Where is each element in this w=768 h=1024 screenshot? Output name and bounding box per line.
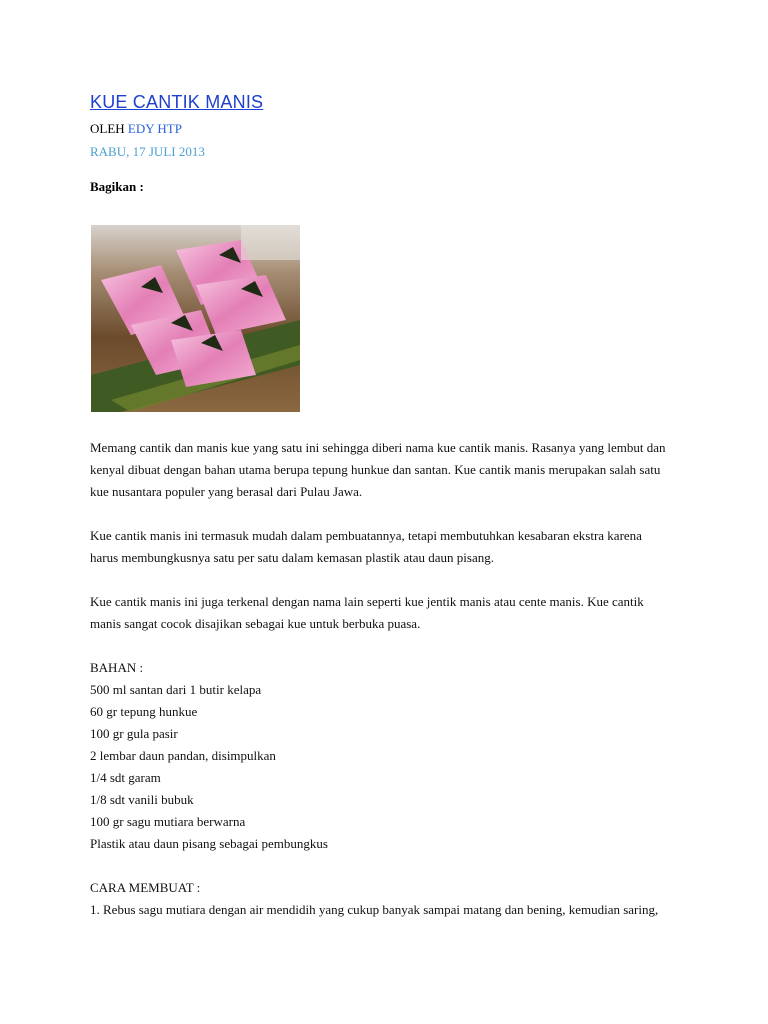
- text-line: manis sangat cocok disajikan sebagai kue untuk berbuka puasa.: [90, 616, 421, 631]
- method-heading: CARA MEMBUAT :: [90, 880, 201, 895]
- ingredients-section: [90, 657, 690, 855]
- article-title-link[interactable]: KUE CANTIK MANIS: [90, 92, 264, 112]
- ingredient-item: 500 ml santan dari 1 butir kelapa: [90, 682, 262, 697]
- post-date: RABU, 17 JULI 2013: [90, 144, 205, 159]
- ingredient-item: 100 gr sagu mutiara berwarna: [90, 814, 246, 829]
- third-paragraph: [90, 591, 690, 635]
- method-section: [90, 877, 690, 921]
- text-line: kue nusantara populer yang berasal dari Pulau Jawa.: [90, 484, 363, 499]
- intro-paragraph: [90, 437, 690, 503]
- ingredients-heading: BAHAN :: [90, 660, 144, 675]
- share-label: Bagikan :: [90, 179, 144, 194]
- author-line: [90, 121, 182, 137]
- ingredient-item: 2 lembar daun pandan, disimpulkan: [90, 748, 276, 763]
- ingredient-item: 1/4 sdt garam: [90, 770, 161, 785]
- text-line: kenyal dibuat dengan bahan utama berupa tepung hunkue dan santan. Kue cantik manis merupakan salah satu: [90, 462, 661, 477]
- ingredient-item: 1/8 sdt vanili bubuk: [90, 792, 194, 807]
- kue-photo-illustration: [91, 225, 300, 412]
- author-prefix: OLEH: [90, 121, 125, 136]
- kue-cantik-manis-photo: [91, 225, 300, 412]
- author-name-link[interactable]: EDY HTP: [127, 121, 182, 136]
- text-line: Memang cantik dan manis kue yang satu ini sehingga diberi nama kue cantik manis. Rasanya yang lembut dan: [90, 440, 666, 455]
- ingredient-item: 60 gr tepung hunkue: [90, 704, 198, 719]
- text-line: harus membungkusnya satu per satu dalam kemasan plastik atau daun pisang.: [90, 550, 494, 565]
- ingredient-item: Plastik atau daun pisang sebagai pembungkus: [90, 836, 328, 851]
- method-step: 1. Rebus sagu mutiara dengan air mendidih yang cukup banyak sampai matang dan bening, kemudian saring,: [90, 902, 659, 917]
- ingredient-item: 100 gr gula pasir: [90, 726, 178, 741]
- second-paragraph: [90, 525, 690, 569]
- text-line: Kue cantik manis ini termasuk mudah dalam pembuatannya, tetapi membutuhkan kesabaran ekstra karena: [90, 528, 642, 543]
- text-line: Kue cantik manis ini juga terkenal dengan nama lain seperti kue jentik manis atau cente manis. Kue cantik: [90, 594, 644, 609]
